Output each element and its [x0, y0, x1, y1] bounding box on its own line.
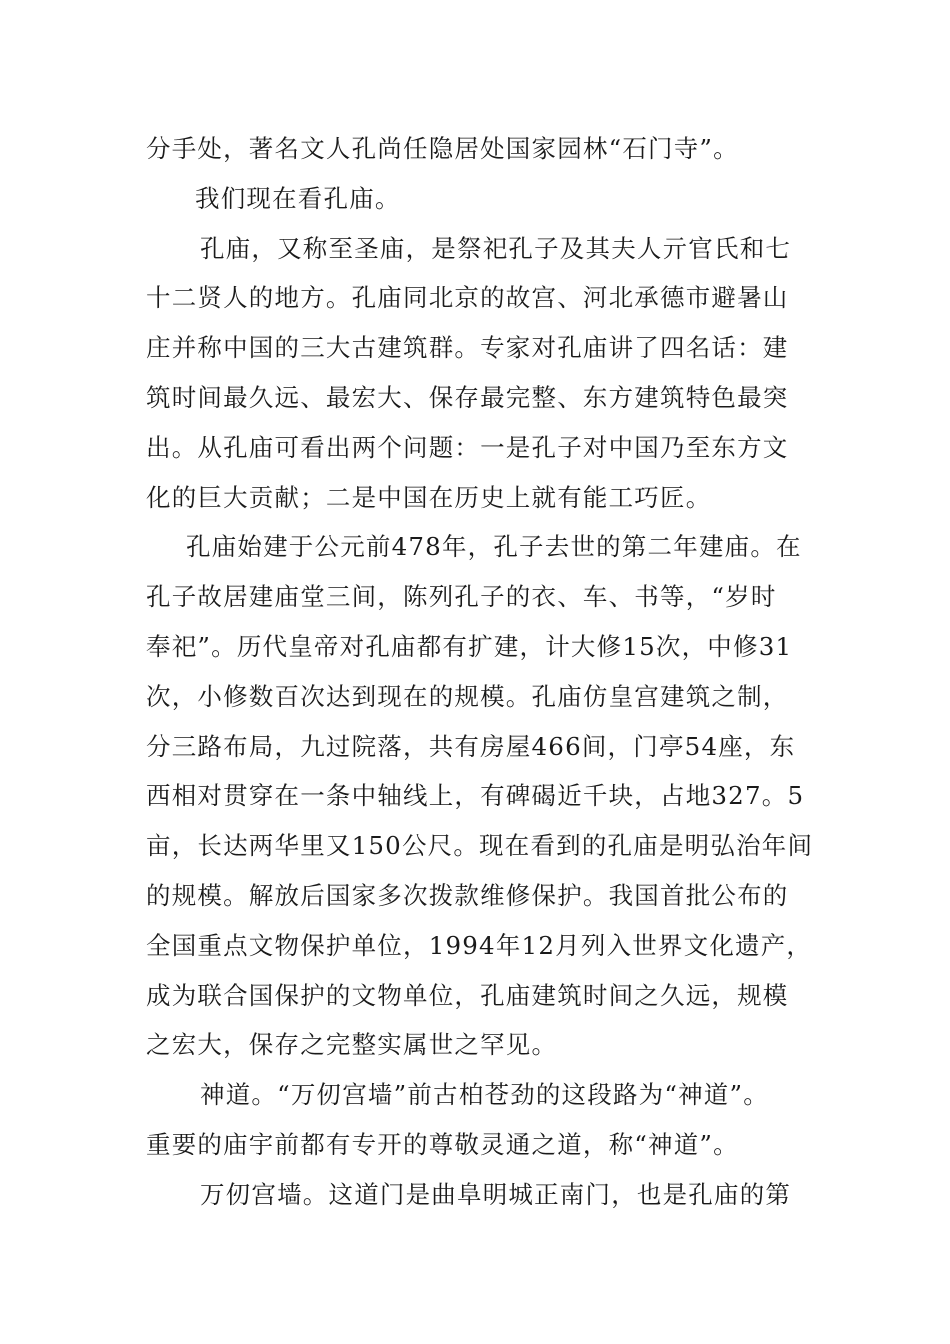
text-line: 成为联合国保护的文物单位，孔庙建筑时间之久远，规模	[146, 980, 789, 1010]
text-line: 出。从孔庙可看出两个问题：一是孔子对中国乃至东方文	[146, 432, 789, 462]
text-line: 庄并称中国的三大古建筑群。专家对孔庙讲了四名话：建	[146, 333, 789, 363]
text-line: 化的巨大贡献；二是中国在历史上就有能工巧匠。	[146, 482, 712, 512]
text-line: 筑时间最久远、最宏大、保存最完整、东方建筑特色最突	[146, 382, 789, 412]
text-line: 的规模。解放后国家多次拨款维修保护。我国首批公布的	[146, 880, 789, 910]
text-line: 西相对贯穿在一条中轴线上，有碑碣近千块，占地327。5	[146, 781, 805, 811]
text-line: 分三路布局，九过院落，共有房屋466间，门亭54座，东	[146, 731, 796, 761]
text-line: 孔庙始建于公元前478年，孔子去世的第二年建庙。在	[186, 532, 802, 562]
text-line: 亩，长达两华里又150公尺。现在看到的孔庙是明弘治年间	[146, 831, 814, 861]
text-line: 全国重点文物保护单位，1994年12月列入世界文化遗产，	[146, 930, 813, 960]
text-line: 孔庙，又称至圣庙，是祭祀孔子及其夫人亓官氏和七	[200, 233, 792, 263]
text-line: 万仞宫墙。这道门是曲阜明城正南门，也是孔庙的第	[200, 1179, 792, 1209]
text-line: 我们现在看孔庙。	[195, 183, 401, 213]
text-line: 之宏大，保存之完整实属世之罕见。	[146, 1030, 558, 1060]
text-line: 奉祀”。历代皇帝对孔庙都有扩建，计大修15次，中修31	[146, 631, 793, 661]
body-text	[146, 124, 814, 1220]
text-line: 神道。“万仞宫墙”前古柏苍劲的这段路为“神道”。	[200, 1080, 769, 1110]
text-line: 次，小修数百次达到现在的规模。孔庙仿皇宫建筑之制，	[146, 681, 789, 711]
text-line: 分手处，著名文人孔尚任隐居处国家园林“石门寺”。	[146, 134, 739, 163]
text-line: 重要的庙宇前都有专开的尊敬灵通之道，称“神道”。	[146, 1129, 739, 1159]
text-line: 孔子故居建庙堂三间，陈列孔子的衣、车、书等，“岁时	[146, 582, 777, 612]
text-line: 十二贤人的地方。孔庙同北京的故宫、河北承德市避暑山	[146, 283, 789, 313]
